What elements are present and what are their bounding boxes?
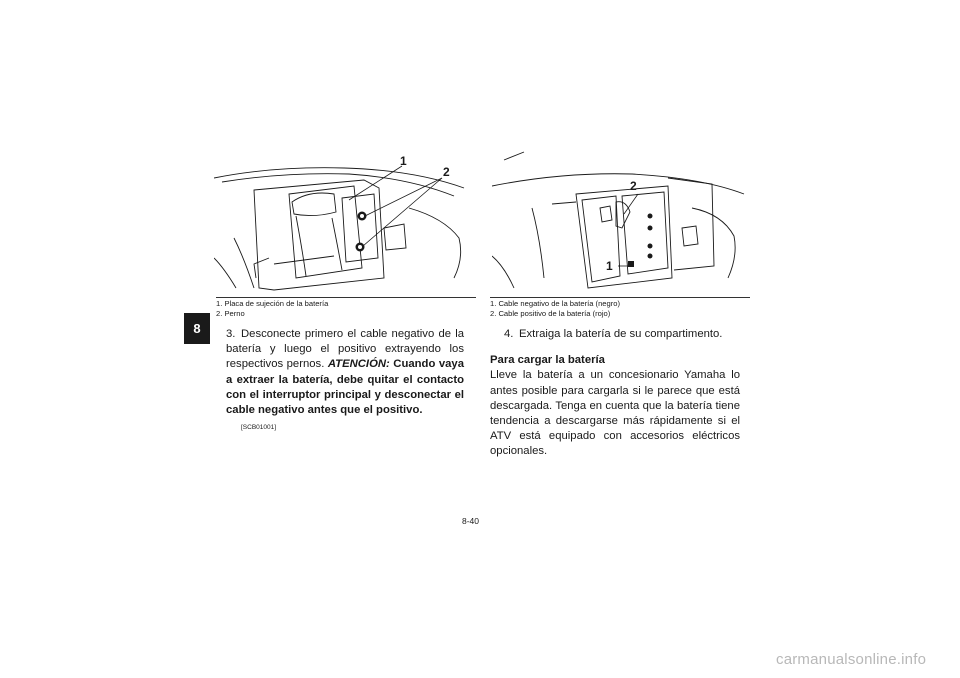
step-number: 4. (504, 328, 514, 340)
watermark: carmanualsonline.info (776, 651, 927, 668)
warning-label: ATENCIÓN: (327, 358, 390, 371)
right-figure-legend (490, 297, 750, 319)
charging-paragraph: Lleve la batería a un concesionario Yamaha lo antes posible para cargarla si le parece que está descargada. Tenga en cuenta que la batería tiene tendencia a descargarse más rápidamente si el ATV está equipado con accesorios eléctricos opcionales. (490, 369, 740, 458)
step-number: 3. (226, 328, 236, 340)
page-number: 8-40 (462, 516, 480, 526)
battery-cables-illustration (492, 138, 746, 296)
step-3 (226, 327, 464, 418)
step-text: Desconecte primero el cable negativo de la batería y luego el positivo extrayendo los respectivos pernos. (226, 328, 464, 371)
battery-bracket-illustration (214, 138, 468, 296)
step-4 (490, 327, 740, 342)
left-column (226, 327, 464, 435)
legend-item: 2. Cable positivo de la batería (rojo) (490, 309, 611, 318)
right-column (490, 327, 740, 460)
left-figure-legend (216, 297, 476, 319)
legend-item: 1. Placa de sujeción de la batería (216, 299, 329, 308)
callout-2: 2 (630, 179, 637, 193)
warning-text: Cuando vaya a extraer la batería, debe quitar el contacto con el interruptor principal y desconectar el cable negativo antes que el positivo. (226, 358, 464, 417)
battery-cables-figure (492, 138, 746, 296)
reference-code: [SCB01001] (241, 424, 277, 432)
callout-1: 1 (400, 154, 407, 168)
callout-2: 2 (443, 165, 450, 179)
legend-item: 2. Perno (216, 309, 245, 318)
callout-1: 1 (606, 259, 613, 273)
battery-bracket-figure (214, 138, 468, 296)
section-heading: Para cargar la batería (490, 354, 605, 367)
chapter-tab: 8 (184, 313, 210, 344)
step-text: Extraiga la batería de su compartimento. (519, 328, 723, 340)
legend-item: 1. Cable negativo de la batería (negro) (490, 299, 621, 308)
